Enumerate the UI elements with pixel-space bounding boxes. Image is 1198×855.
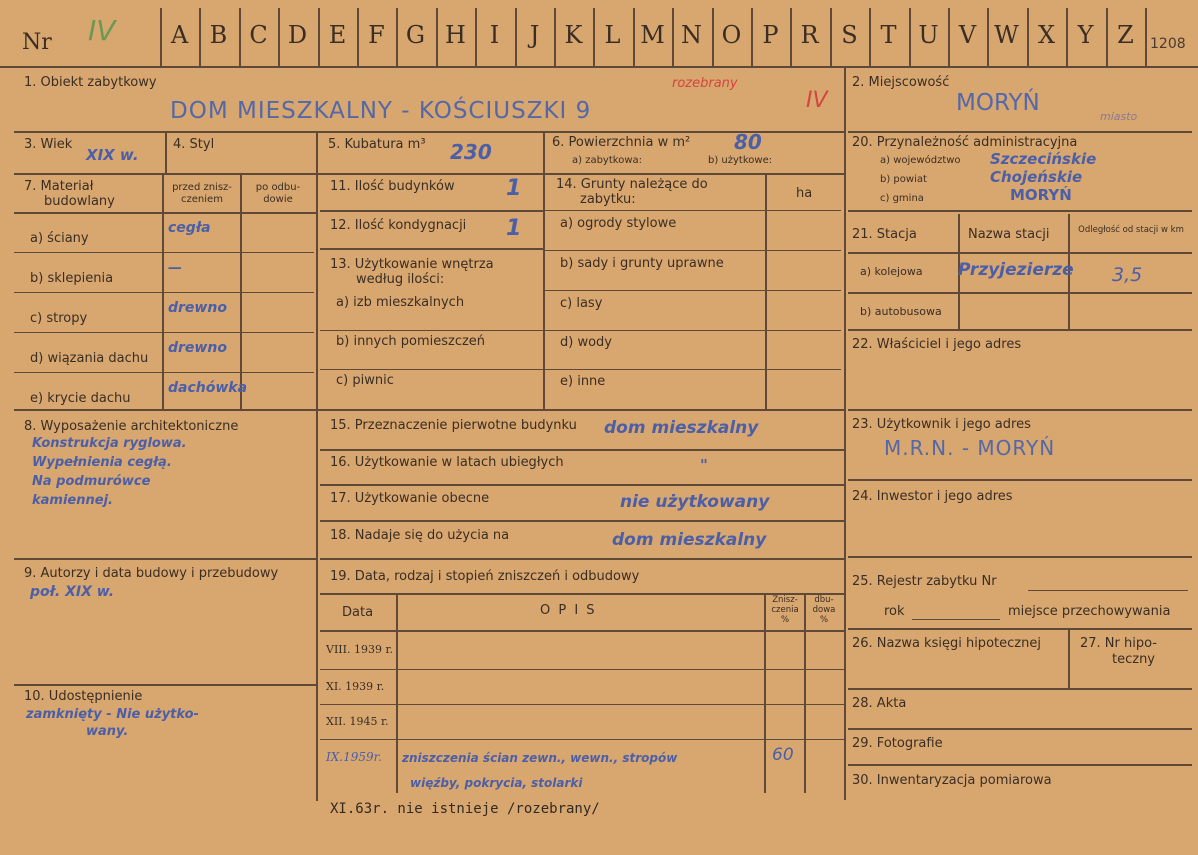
- f7-label-2: budowlany: [44, 194, 115, 209]
- f7-row-line: [164, 332, 314, 333]
- f1-red-note: rozebrany: [672, 76, 738, 91]
- f12-value: 1: [506, 216, 522, 241]
- f6-label: 6. Powierzchnia w m²: [552, 135, 691, 150]
- f7-row-line: [14, 252, 162, 253]
- f20-c: c) gmina: [880, 193, 924, 204]
- f7-row-label: e) krycie dachu: [30, 391, 131, 406]
- f28-label: 28. Akta: [852, 696, 907, 711]
- f8-line-3: Na podmurówce: [32, 474, 151, 489]
- col-divider-a: [316, 131, 318, 801]
- letter-z: Z: [1117, 21, 1134, 49]
- f13-row-line: [320, 330, 543, 331]
- letter-t: T: [880, 21, 897, 49]
- f19-col-odb-1: dbu-: [814, 595, 834, 605]
- letter-d: D: [287, 21, 308, 49]
- f19-col-odb-3: %: [819, 615, 829, 625]
- f19-col-date: Data: [342, 605, 374, 620]
- f2-label: 2. Miejscowość: [852, 75, 950, 90]
- f18-value: dom mieszkalny: [612, 530, 767, 550]
- letter-w: W: [994, 21, 1019, 49]
- f1-value: DOM MIESZKALNY - KOŚCIUSZKI 9: [170, 98, 592, 124]
- letter-g: G: [405, 21, 426, 49]
- f19-col-opis: O P I S: [540, 603, 597, 618]
- f13-label-2: według ilości:: [356, 272, 445, 287]
- f7-row-line: [14, 372, 162, 373]
- f7-row-label: a) ściany: [30, 231, 89, 246]
- f21-label: 21. Stacja: [852, 227, 917, 242]
- f7-row-line: [164, 252, 314, 253]
- f1-label: 1. Obiekt zabytkowy: [24, 75, 157, 90]
- f3-label: 3. Wiek: [24, 137, 73, 152]
- letter-divider: [1145, 8, 1147, 66]
- f19-col-znis-3: %: [780, 615, 790, 625]
- nr-value: IV: [88, 14, 116, 47]
- f21-a-name: Przyjezierze: [958, 260, 1074, 280]
- letter-i: I: [489, 21, 500, 49]
- f21-dist: Odległość od stacji w km: [1078, 225, 1184, 235]
- f21-col: Nazwa stacji: [968, 227, 1050, 242]
- f19-row-date: XI. 1939 r.: [326, 680, 385, 693]
- f7-col1-1: przed znisz-: [172, 182, 232, 193]
- letter-b: B: [209, 21, 228, 49]
- f9-value: poł. XIX w.: [30, 584, 115, 600]
- f7-label-1: 7. Materiał: [24, 179, 94, 194]
- f14-label-1: 14. Grunty należące do: [556, 177, 708, 192]
- f3-value: XIX w.: [86, 146, 139, 164]
- f7-row-value: —: [168, 260, 182, 276]
- f20-a-value: Szczecińskie: [990, 150, 1097, 168]
- f20-b-value: Chojeńskie: [990, 168, 1083, 186]
- f14-row-label: e) inne: [560, 374, 606, 389]
- f15-value: dom mieszkalny: [604, 418, 759, 438]
- f10-line-1: zamknięty - Nie użytko-: [26, 707, 199, 722]
- f8-line-1: Konstrukcja ryglowa.: [32, 436, 187, 451]
- f29-label: 29. Fotografie: [852, 736, 943, 751]
- f13-label-1: 13. Użytkowanie wnętrza: [330, 257, 494, 272]
- row1-line: [14, 131, 844, 133]
- f13-row-line: [320, 369, 543, 370]
- f12-label: 12. Ilość kondygnacji: [330, 218, 467, 233]
- f25-label: 25. Rejestr zabytku Nr: [852, 574, 997, 589]
- card-number: 1208: [1150, 36, 1186, 52]
- f8-label: 8. Wyposażenie architektoniczne: [24, 419, 239, 434]
- f19-typed: XI.63r. nie istnieje /rozebrany/: [330, 801, 600, 817]
- letter-n: N: [681, 21, 702, 49]
- letter-k: K: [564, 21, 583, 49]
- f19-row-line: [320, 669, 844, 670]
- f7-row-value: drewno: [168, 340, 227, 356]
- f7-row-value: dachówka: [168, 380, 248, 396]
- f25-miejsce: miejsce przechowywania: [1008, 604, 1171, 619]
- letter-f: F: [368, 21, 385, 49]
- f5-label: 5. Kubatura m³: [328, 137, 426, 152]
- f19-col-znis-1: Znisz-: [772, 595, 798, 605]
- f17-value: nie użytkowany: [620, 492, 770, 512]
- f6-value: 80: [734, 130, 762, 154]
- f14-row-label: d) wody: [560, 335, 612, 350]
- f11-value: 1: [506, 176, 522, 201]
- header-bottom-line: [0, 66, 1198, 68]
- letter-j: J: [529, 21, 540, 49]
- f16-value: ": [700, 456, 708, 474]
- f14-row-line: [545, 330, 841, 331]
- f24-label: 24. Inwestor i jego adres: [852, 489, 1013, 504]
- f19-row-date: IX.1959r.: [326, 750, 382, 764]
- letter-v: V: [958, 21, 977, 49]
- f2-note: miasto: [1100, 110, 1138, 123]
- f10-line-2: wany.: [86, 724, 129, 739]
- f7-col2-1: po odbu-: [255, 182, 301, 193]
- f19-row-date: XII. 1945 r.: [326, 715, 389, 728]
- f13-row-label: a) izb mieszkalnych: [336, 295, 465, 310]
- f21-b: b) autobusowa: [860, 305, 942, 318]
- f19-row-pct: 60: [772, 745, 794, 765]
- f14-header-line: [545, 210, 841, 211]
- f7-row-label: b) sklepienia: [30, 271, 114, 286]
- letter-m: M: [640, 21, 665, 49]
- f26-label: 26. Nazwa księgi hipotecznej: [852, 636, 1041, 651]
- f14-row-line: [545, 290, 841, 291]
- f18-label: 18. Nadaje się do użycia na: [330, 528, 510, 543]
- letter-x: X: [1037, 21, 1056, 49]
- f13-row-label: c) piwnic: [336, 373, 394, 388]
- f19-row-date: VIII. 1939 r.: [326, 643, 394, 656]
- f8-line-2: Wypełnienia cegłą.: [32, 455, 172, 470]
- letter-c: C: [249, 21, 268, 49]
- f13-row-label: b) innych pomieszczeń: [336, 334, 486, 349]
- letter-r: R: [800, 21, 819, 49]
- f16-label: 16. Użytkowanie w latach ubiegłych: [330, 455, 564, 470]
- f20-c-value: MORYŃ: [1010, 186, 1072, 204]
- f20-label: 20. Przynależność administracyjna: [852, 135, 1078, 150]
- f25-rok: rok: [884, 604, 905, 619]
- f7-row-value: cegła: [168, 220, 211, 236]
- f6-a: a) zabytkowa:: [572, 155, 642, 166]
- f14-unit: ha: [796, 186, 813, 201]
- f14-row-label: c) lasy: [560, 296, 603, 311]
- f4-label: 4. Styl: [173, 137, 215, 152]
- letter-s: S: [841, 21, 858, 49]
- f2-value: MORYŃ: [956, 90, 1040, 116]
- f10-label: 10. Udostępnienie: [24, 689, 143, 704]
- right-column-divider: [844, 66, 846, 800]
- f21-a-dist: 3,5: [1112, 264, 1143, 286]
- f14-row-label: b) sady i grunty uprawne: [560, 256, 724, 271]
- f20-b: b) powiat: [880, 174, 927, 185]
- f23-value: M.R.N. - MORYŃ: [884, 436, 1056, 460]
- f22-label: 22. Właściciel i jego adres: [852, 337, 1022, 352]
- f27-label-1: 27. Nr hipo-: [1080, 636, 1157, 651]
- f7-col2-2: dowie: [263, 194, 293, 205]
- f19-label: 19. Data, rodzaj i stopień zniszczeń i odbudowy: [330, 569, 640, 584]
- f8-line-4: kamiennej.: [32, 493, 113, 508]
- letter-y: Y: [1077, 21, 1094, 49]
- f15-label: 15. Przeznaczenie pierwotne budynku: [330, 418, 577, 433]
- f19-row-line: [320, 704, 844, 705]
- f14-label-2: zabytku:: [580, 192, 636, 207]
- f23-label: 23. Użytkownik i jego adres: [852, 417, 1031, 432]
- f1-red-num: IV: [806, 88, 828, 113]
- f7-row-line: [164, 292, 314, 293]
- letter-h: H: [445, 21, 466, 49]
- f7-col1-2: czeniem: [181, 194, 223, 205]
- f7-row-line: [14, 292, 162, 293]
- f7-row-line: [164, 372, 314, 373]
- letter-o: O: [721, 21, 742, 49]
- f27-label-2: teczny: [1112, 652, 1155, 667]
- letter-u: U: [918, 21, 939, 49]
- f9-label: 9. Autorzy i data budowy i przebudowy: [24, 566, 279, 581]
- f21-a: a) kolejowa: [860, 265, 923, 278]
- f5-value: 230: [450, 140, 492, 164]
- f7-row-label: d) wiązania dachu: [30, 351, 149, 366]
- f17-label: 17. Użytkowanie obecne: [330, 491, 490, 506]
- f7-row-line: [14, 332, 162, 333]
- letter-l: L: [604, 21, 621, 49]
- f19-row-opis: zniszczenia ścian zewn., wewn., stropów: [402, 751, 678, 765]
- f30-label: 30. Inwentaryzacja pomiarowa: [852, 773, 1052, 788]
- f6-b: b) użytkowe:: [708, 155, 773, 166]
- f20-a: a) województwo: [880, 155, 961, 166]
- f19-extra: więźby, pokrycia, stolarki: [410, 776, 583, 790]
- f14-row-line: [545, 250, 841, 251]
- letter-e: E: [328, 21, 347, 49]
- f19-row-line: [320, 739, 844, 740]
- f7-row-label: c) stropy: [30, 311, 88, 326]
- f14-row-line: [545, 369, 841, 370]
- f11-label: 11. Ilość budynków: [330, 179, 455, 194]
- nr-label: Nr: [22, 30, 52, 55]
- letter-p: P: [762, 21, 779, 49]
- letter-a: A: [170, 21, 189, 49]
- f14-row-label: a) ogrody stylowe: [560, 216, 677, 231]
- f7-row-value: drewno: [168, 300, 227, 316]
- f19-col-odb-2: dowa: [812, 605, 836, 615]
- f19-col-znis-2: czenia: [771, 605, 799, 615]
